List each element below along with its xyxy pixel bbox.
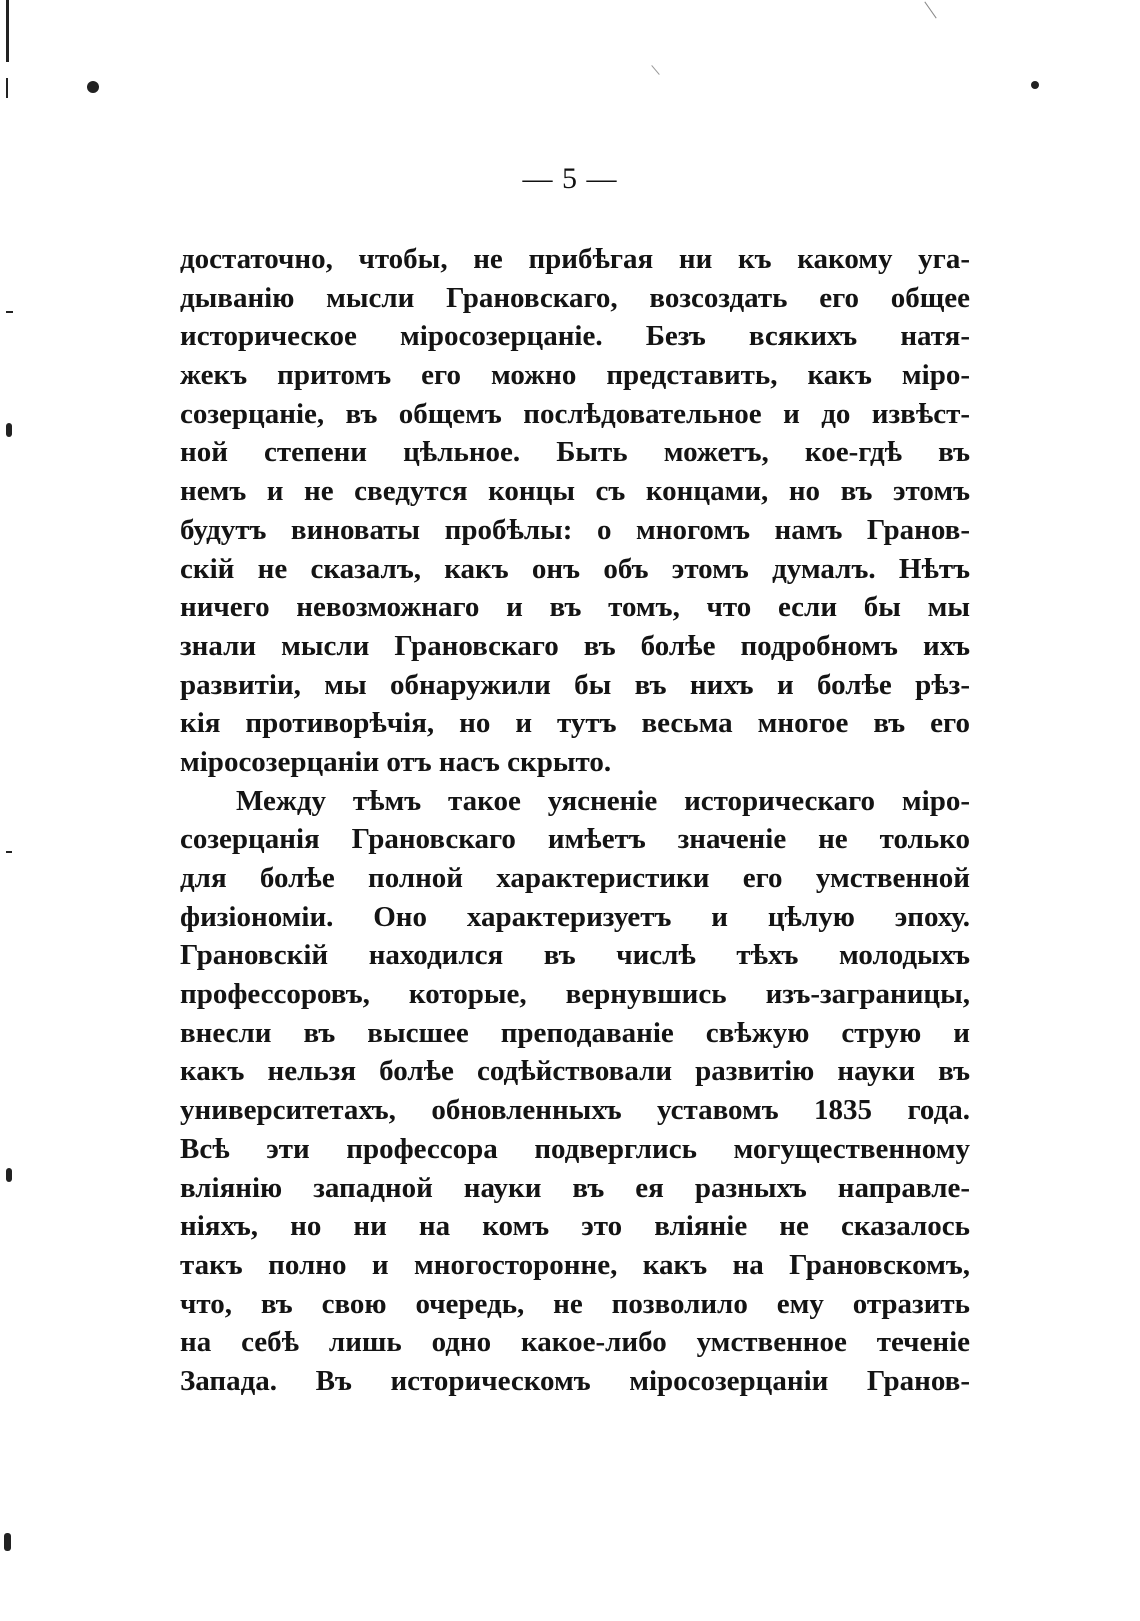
text-line: Грановскій находился въ числѣ тѣхъ молодыхъ bbox=[180, 939, 970, 972]
text-line: ничего невозможнаго и въ томъ, что если бы мы bbox=[180, 591, 970, 624]
text-line: созерцаніе, въ общемъ послѣдовательное и до извѣст- bbox=[180, 397, 970, 430]
text-line: знали мысли Грановскаго въ болѣе подробномъ ихъ bbox=[180, 629, 970, 662]
text-line: ной степени цѣльное. Быть можетъ, кое-гдѣ въ bbox=[180, 436, 970, 469]
text-line: достаточно, чтобы, не прибѣгая ни къ какому уга- bbox=[180, 243, 970, 275]
paragraph-start-line: Между тѣмъ такое уясненіе историческаго міро- bbox=[236, 784, 970, 817]
text-line: профессоровъ, которые, вернувшись изъ-заграницы, bbox=[180, 978, 970, 1011]
text-line: немъ и не сведутся концы съ концами, но въ этомъ bbox=[180, 475, 970, 508]
text-line: для болѣе полной характеристики его умственной bbox=[180, 862, 970, 894]
text-line: что, въ свою очередь, не позволило ему отразить bbox=[180, 1287, 970, 1320]
text-line: развитіи, мы обнаружили бы въ нихъ и болѣе рѣз- bbox=[180, 668, 970, 701]
text-line: физіономіи. Оно характеризуетъ и цѣлую эпоху. bbox=[180, 900, 970, 933]
scan-tick bbox=[6, 311, 13, 313]
text-line: внесли въ высшее преподаваніе свѣжую струю и bbox=[180, 1016, 970, 1049]
text-line: Всѣ эти профессора подверглись могущественному bbox=[180, 1132, 970, 1165]
text-line: вліянію западной науки въ ея разныхъ направле- bbox=[180, 1171, 970, 1204]
text-line: жекъ притомъ его можно представить, какъ міро- bbox=[180, 359, 970, 392]
scan-scratch bbox=[924, 2, 936, 19]
scan-tick bbox=[6, 851, 12, 853]
scan-scratch bbox=[651, 65, 659, 75]
scan-blot bbox=[6, 1168, 12, 1182]
body-text bbox=[180, 240, 970, 1401]
text-line: созерцанія Грановскаго имѣетъ значеніе не только bbox=[180, 823, 970, 856]
scan-edge-mark bbox=[6, 0, 9, 62]
text-line: какъ нельзя болѣе содѣйствовали развитію науки въ bbox=[180, 1055, 970, 1088]
text-line: скій не сказалъ, какъ онъ объ этомъ думалъ. Нѣтъ bbox=[180, 552, 970, 585]
text-line: Запада. Въ историческомъ міросозерцаніи Гранов- bbox=[180, 1364, 970, 1397]
paragraph-end-line: міросозерцаніи отъ насъ скрыто. bbox=[180, 745, 612, 778]
text-line: ніяхъ, но ни на комъ это вліяніе не сказалось bbox=[180, 1210, 970, 1243]
page-number: — 5 — bbox=[522, 162, 618, 195]
text-line: университетахъ, обновленныхъ уставомъ 1835 года. bbox=[180, 1094, 970, 1127]
text-line: кія противорѣчія, но и тутъ весьма многое въ его bbox=[180, 707, 970, 740]
scan-dot bbox=[87, 81, 99, 93]
text-line: будутъ виноваты пробѣлы: о многомъ намъ Гранов- bbox=[180, 513, 970, 546]
scan-dot bbox=[1031, 81, 1039, 89]
text-line: на себѣ лишь одно какое-либо умственное теченіе bbox=[180, 1326, 970, 1359]
text-line: дыванію мысли Грановскаго, возсоздать его общее bbox=[180, 281, 970, 314]
text-line: такъ полно и многосторонне, какъ на Грановскомъ, bbox=[180, 1248, 970, 1281]
scan-blot bbox=[6, 423, 12, 437]
scan-edge-mark bbox=[6, 78, 8, 98]
text-line: историческое міросозерцаніе. Безъ всякихъ натя- bbox=[180, 320, 970, 353]
scan-blot bbox=[4, 1533, 11, 1551]
